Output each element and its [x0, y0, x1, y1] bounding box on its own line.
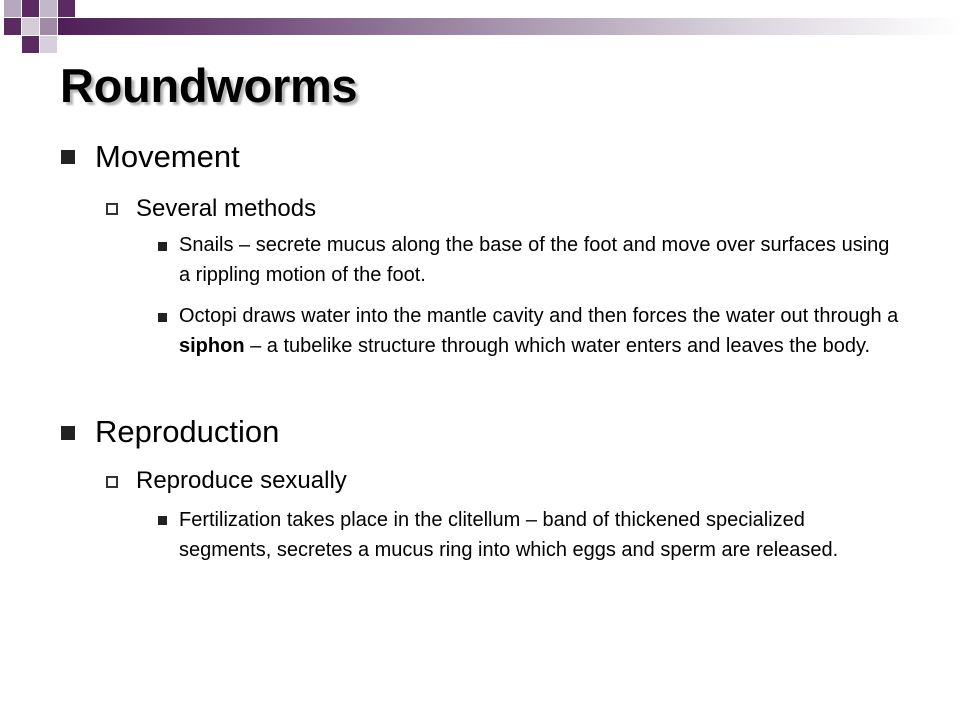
corner-decoration-square	[22, 0, 39, 17]
subheading-several-methods: Several methods	[136, 195, 317, 222]
slide-title: Roundworms	[60, 59, 358, 112]
subheading-reproduce-sexually: Reproduce sexually	[136, 467, 347, 494]
level1-bullet-icon	[61, 150, 75, 164]
term-siphon: siphon	[179, 335, 245, 357]
corner-decoration-square	[58, 0, 75, 17]
corner-decoration-square	[4, 18, 21, 35]
level2-bullet-icon	[106, 476, 118, 488]
point-octopi	[179, 301, 899, 361]
level2-bullet-icon	[106, 203, 118, 215]
corner-decoration-square	[22, 18, 39, 35]
level1-bullet-icon	[61, 426, 75, 440]
level3-bullet-icon	[158, 313, 167, 322]
point-fertilization: Fertilization takes place in the clitellum – band of thickened specialized segments, secretes a mucus ring into which eggs and sperm are released.	[179, 509, 839, 561]
corner-decoration-square	[4, 0, 21, 17]
top-gradient-stripe	[58, 18, 960, 35]
corner-decoration-square	[22, 36, 39, 53]
corner-decoration-square	[40, 36, 57, 53]
corner-decoration-square	[40, 0, 57, 17]
section-heading-reproduction: Reproduction	[95, 414, 280, 449]
section-heading-movement: Movement	[95, 139, 240, 174]
point-octopi-text-before: Octopi draws water into the mantle cavity and then forces the water out through a	[179, 305, 899, 327]
level3-bullet-icon	[158, 242, 167, 251]
point-octopi-text-after: – a tubelike structure through which water enters and leaves the body.	[244, 335, 871, 357]
point-snails: Snails – secrete mucus along the base of the foot and move over surfaces using a rippling motion of the foot.	[179, 234, 890, 286]
corner-decoration-square	[40, 18, 57, 35]
level3-bullet-icon	[158, 516, 167, 525]
